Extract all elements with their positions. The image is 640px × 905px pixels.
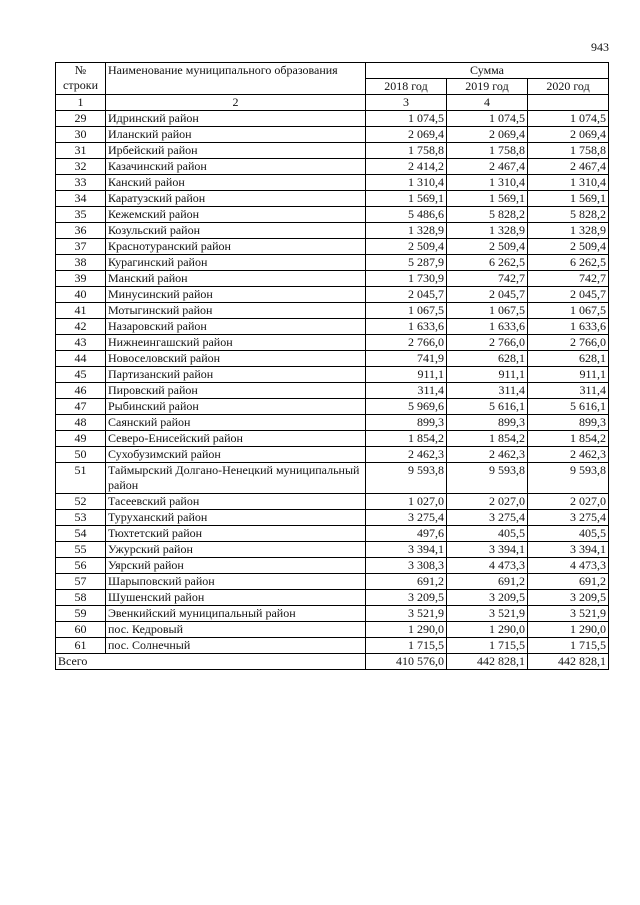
table-row bbox=[56, 558, 609, 574]
total-2019: 442 828,1 bbox=[447, 654, 528, 670]
amount-2020: 1 310,4 bbox=[528, 175, 609, 191]
table-row bbox=[56, 351, 609, 367]
amount-2019: 1 328,9 bbox=[447, 223, 528, 239]
amount-2019: 2 069,4 bbox=[447, 127, 528, 143]
amount-2020: 5 828,2 bbox=[528, 207, 609, 223]
amount-2019: 2 027,0 bbox=[447, 494, 528, 510]
table-footer bbox=[56, 654, 609, 670]
year-header-2019: 2019 год bbox=[447, 79, 528, 95]
amount-2018: 1 758,8 bbox=[366, 143, 447, 159]
municipality-name: пос. Солнечный bbox=[106, 638, 366, 654]
table-row bbox=[56, 175, 609, 191]
amount-2019: 1 633,6 bbox=[447, 319, 528, 335]
total-row bbox=[56, 654, 609, 670]
table-row bbox=[56, 542, 609, 558]
table-row bbox=[56, 447, 609, 463]
row-number: 47 bbox=[56, 399, 106, 415]
table-row bbox=[56, 143, 609, 159]
table-row bbox=[56, 287, 609, 303]
table-row bbox=[56, 590, 609, 606]
amount-2018: 1 328,9 bbox=[366, 223, 447, 239]
year-header-2020: 2020 год bbox=[528, 79, 609, 95]
row-number: 55 bbox=[56, 542, 106, 558]
amount-2018: 311,4 bbox=[366, 383, 447, 399]
column-index: 3 bbox=[366, 95, 447, 111]
amount-2018: 3 521,9 bbox=[366, 606, 447, 622]
amount-2020: 691,2 bbox=[528, 574, 609, 590]
amount-2019: 5 828,2 bbox=[447, 207, 528, 223]
amount-2019: 3 521,9 bbox=[447, 606, 528, 622]
row-number-header bbox=[56, 63, 106, 95]
row-number: 41 bbox=[56, 303, 106, 319]
amount-2019: 1 715,5 bbox=[447, 638, 528, 654]
total-2018: 410 576,0 bbox=[366, 654, 447, 670]
amount-2018: 1 715,5 bbox=[366, 638, 447, 654]
amount-2018: 2 462,3 bbox=[366, 447, 447, 463]
amount-2018: 1 074,5 bbox=[366, 111, 447, 127]
municipality-name: Мотыгинский район bbox=[106, 303, 366, 319]
amount-2018: 3 275,4 bbox=[366, 510, 447, 526]
amount-2019: 899,3 bbox=[447, 415, 528, 431]
amount-2019: 2 509,4 bbox=[447, 239, 528, 255]
municipality-name: Шарыповский район bbox=[106, 574, 366, 590]
budget-table bbox=[55, 62, 609, 670]
amount-2020: 1 854,2 bbox=[528, 431, 609, 447]
amount-2020: 4 473,3 bbox=[528, 558, 609, 574]
total-2020: 442 828,1 bbox=[528, 654, 609, 670]
municipality-name: Уярский район bbox=[106, 558, 366, 574]
amount-2019: 5 616,1 bbox=[447, 399, 528, 415]
municipality-name: Северо-Енисейский район bbox=[106, 431, 366, 447]
municipality-name: Эвенкийский муниципальный район bbox=[106, 606, 366, 622]
row-number: 31 bbox=[56, 143, 106, 159]
name-header: Наименование муниципального образования bbox=[106, 63, 366, 95]
amount-2019: 1 854,2 bbox=[447, 431, 528, 447]
municipality-name: Назаровский район bbox=[106, 319, 366, 335]
table-row bbox=[56, 127, 609, 143]
row-number: 36 bbox=[56, 223, 106, 239]
amount-2020: 3 275,4 bbox=[528, 510, 609, 526]
municipality-name: Минусинский район bbox=[106, 287, 366, 303]
amount-2020: 1 328,9 bbox=[528, 223, 609, 239]
municipality-name: Саянский район bbox=[106, 415, 366, 431]
amount-2019: 2 467,4 bbox=[447, 159, 528, 175]
municipality-name: Иланский район bbox=[106, 127, 366, 143]
municipality-name: Идринский район bbox=[106, 111, 366, 127]
row-number: 50 bbox=[56, 447, 106, 463]
row-number: 42 bbox=[56, 319, 106, 335]
amount-2019: 691,2 bbox=[447, 574, 528, 590]
row-number: 43 bbox=[56, 335, 106, 351]
amount-2018: 497,6 bbox=[366, 526, 447, 542]
row-number: 58 bbox=[56, 590, 106, 606]
table-row bbox=[56, 207, 609, 223]
amount-2018: 9 593,8 bbox=[366, 463, 447, 494]
amount-2020: 1 074,5 bbox=[528, 111, 609, 127]
row-number: 48 bbox=[56, 415, 106, 431]
table-row bbox=[56, 415, 609, 431]
amount-2020: 2 462,3 bbox=[528, 447, 609, 463]
table-row bbox=[56, 239, 609, 255]
amount-2020: 742,7 bbox=[528, 271, 609, 287]
row-number: 57 bbox=[56, 574, 106, 590]
amount-2020: 405,5 bbox=[528, 526, 609, 542]
amount-2020: 311,4 bbox=[528, 383, 609, 399]
municipality-name: Тюхтетский район bbox=[106, 526, 366, 542]
table-row bbox=[56, 319, 609, 335]
row-number: 46 bbox=[56, 383, 106, 399]
amount-2020: 2 509,4 bbox=[528, 239, 609, 255]
amount-2018: 2 509,4 bbox=[366, 239, 447, 255]
municipality-name: Ирбейский район bbox=[106, 143, 366, 159]
amount-2020: 1 290,0 bbox=[528, 622, 609, 638]
row-number: 33 bbox=[56, 175, 106, 191]
row-number: 51 bbox=[56, 463, 106, 494]
row-number: 32 bbox=[56, 159, 106, 175]
row-number: 34 bbox=[56, 191, 106, 207]
row-number: 49 bbox=[56, 431, 106, 447]
amount-2018: 3 209,5 bbox=[366, 590, 447, 606]
amount-2018: 691,2 bbox=[366, 574, 447, 590]
amount-2019: 1 569,1 bbox=[447, 191, 528, 207]
amount-2018: 741,9 bbox=[366, 351, 447, 367]
row-number: 38 bbox=[56, 255, 106, 271]
municipality-name: Курагинский район bbox=[106, 255, 366, 271]
amount-2018: 3 394,1 bbox=[366, 542, 447, 558]
table-row bbox=[56, 463, 609, 494]
municipality-name: Каратузский район bbox=[106, 191, 366, 207]
row-number: 53 bbox=[56, 510, 106, 526]
row-number: 61 bbox=[56, 638, 106, 654]
municipality-name: Туруханский район bbox=[106, 510, 366, 526]
row-number-header-line2: строки bbox=[63, 78, 98, 92]
row-number: 54 bbox=[56, 526, 106, 542]
table-row bbox=[56, 383, 609, 399]
table-row bbox=[56, 271, 609, 287]
amount-2020: 3 209,5 bbox=[528, 590, 609, 606]
row-number: 60 bbox=[56, 622, 106, 638]
column-index: 1 bbox=[56, 95, 106, 111]
amount-2018: 899,3 bbox=[366, 415, 447, 431]
amount-2020: 911,1 bbox=[528, 367, 609, 383]
row-number: 39 bbox=[56, 271, 106, 287]
amount-2019: 911,1 bbox=[447, 367, 528, 383]
row-number: 37 bbox=[56, 239, 106, 255]
table-row bbox=[56, 431, 609, 447]
year-header-2018: 2018 год bbox=[366, 79, 447, 95]
municipality-name: пос. Кедровый bbox=[106, 622, 366, 638]
amount-2018: 3 308,3 bbox=[366, 558, 447, 574]
amount-2018: 5 486,6 bbox=[366, 207, 447, 223]
amount-2019: 3 209,5 bbox=[447, 590, 528, 606]
table-row bbox=[56, 335, 609, 351]
municipality-name: Пировский район bbox=[106, 383, 366, 399]
amount-2018: 1 569,1 bbox=[366, 191, 447, 207]
amount-2018: 1 027,0 bbox=[366, 494, 447, 510]
amount-2019: 2 766,0 bbox=[447, 335, 528, 351]
municipality-name: Казачинский район bbox=[106, 159, 366, 175]
amount-2018: 911,1 bbox=[366, 367, 447, 383]
table-row bbox=[56, 159, 609, 175]
amount-2020: 2 027,0 bbox=[528, 494, 609, 510]
row-number: 52 bbox=[56, 494, 106, 510]
row-number: 30 bbox=[56, 127, 106, 143]
table-row bbox=[56, 606, 609, 622]
row-number-header-line1: № bbox=[74, 63, 87, 77]
amount-2020: 899,3 bbox=[528, 415, 609, 431]
amount-2018: 1 310,4 bbox=[366, 175, 447, 191]
amount-2020: 2 069,4 bbox=[528, 127, 609, 143]
amount-2018: 2 069,4 bbox=[366, 127, 447, 143]
amount-2018: 2 414,2 bbox=[366, 159, 447, 175]
amount-2019: 9 593,8 bbox=[447, 463, 528, 494]
amount-2020: 1 067,5 bbox=[528, 303, 609, 319]
amount-2019: 1 074,5 bbox=[447, 111, 528, 127]
amount-2019: 1 758,8 bbox=[447, 143, 528, 159]
amount-2020: 2 467,4 bbox=[528, 159, 609, 175]
table-row bbox=[56, 526, 609, 542]
amount-2019: 1 290,0 bbox=[447, 622, 528, 638]
amount-2018: 1 854,2 bbox=[366, 431, 447, 447]
row-number: 29 bbox=[56, 111, 106, 127]
amount-2018: 1 290,0 bbox=[366, 622, 447, 638]
municipality-name: Тасеевский район bbox=[106, 494, 366, 510]
row-number: 44 bbox=[56, 351, 106, 367]
table-header bbox=[56, 63, 609, 111]
row-number: 56 bbox=[56, 558, 106, 574]
municipality-name: Рыбинский район bbox=[106, 399, 366, 415]
amount-2020: 6 262,5 bbox=[528, 255, 609, 271]
amount-2020: 1 715,5 bbox=[528, 638, 609, 654]
table-row bbox=[56, 399, 609, 415]
table-row bbox=[56, 255, 609, 271]
amount-2019: 6 262,5 bbox=[447, 255, 528, 271]
amount-2019: 2 462,3 bbox=[447, 447, 528, 463]
amount-2019: 2 045,7 bbox=[447, 287, 528, 303]
column-index: 2 bbox=[106, 95, 366, 111]
table-row bbox=[56, 191, 609, 207]
table-row bbox=[56, 111, 609, 127]
table-row bbox=[56, 367, 609, 383]
amount-2020: 1 569,1 bbox=[528, 191, 609, 207]
municipality-name: Сухобузимский район bbox=[106, 447, 366, 463]
municipality-name: Нижнеингашский район bbox=[106, 335, 366, 351]
row-number: 59 bbox=[56, 606, 106, 622]
municipality-name: Ужурский район bbox=[106, 542, 366, 558]
amount-2020: 3 394,1 bbox=[528, 542, 609, 558]
amount-2018: 1 730,9 bbox=[366, 271, 447, 287]
municipality-name: Партизанский район bbox=[106, 367, 366, 383]
amount-2020: 3 521,9 bbox=[528, 606, 609, 622]
amount-2019: 4 473,3 bbox=[447, 558, 528, 574]
table-body bbox=[56, 111, 609, 654]
table-row bbox=[56, 223, 609, 239]
table-row bbox=[56, 510, 609, 526]
table-row bbox=[56, 638, 609, 654]
amount-2018: 2 045,7 bbox=[366, 287, 447, 303]
table-row bbox=[56, 303, 609, 319]
amount-2020: 5 616,1 bbox=[528, 399, 609, 415]
municipality-name: Шушенский район bbox=[106, 590, 366, 606]
table-row bbox=[56, 574, 609, 590]
amount-2019: 1 310,4 bbox=[447, 175, 528, 191]
municipality-name: Манский район bbox=[106, 271, 366, 287]
table-row bbox=[56, 494, 609, 510]
row-number: 45 bbox=[56, 367, 106, 383]
amount-2020: 2 766,0 bbox=[528, 335, 609, 351]
column-index: 4 bbox=[447, 95, 528, 111]
total-label: Всего bbox=[56, 654, 366, 670]
column-index bbox=[528, 95, 609, 111]
municipality-name: Канский район bbox=[106, 175, 366, 191]
amount-2020: 2 045,7 bbox=[528, 287, 609, 303]
amount-2018: 5 969,6 bbox=[366, 399, 447, 415]
amount-2019: 3 394,1 bbox=[447, 542, 528, 558]
amount-2020: 1 758,8 bbox=[528, 143, 609, 159]
amount-2018: 5 287,9 bbox=[366, 255, 447, 271]
amount-2020: 1 633,6 bbox=[528, 319, 609, 335]
sum-header: Сумма bbox=[366, 63, 609, 79]
row-number: 35 bbox=[56, 207, 106, 223]
municipality-name: Таймырский Долгано-Ненецкий муниципальный район bbox=[106, 463, 366, 494]
amount-2018: 1 633,6 bbox=[366, 319, 447, 335]
municipality-name: Кежемский район bbox=[106, 207, 366, 223]
amount-2020: 9 593,8 bbox=[528, 463, 609, 494]
row-number: 40 bbox=[56, 287, 106, 303]
municipality-name: Новоселовский район bbox=[106, 351, 366, 367]
amount-2018: 1 067,5 bbox=[366, 303, 447, 319]
amount-2020: 628,1 bbox=[528, 351, 609, 367]
amount-2019: 311,4 bbox=[447, 383, 528, 399]
page-number: 943 bbox=[591, 40, 609, 54]
municipality-name: Краснотуранский район bbox=[106, 239, 366, 255]
amount-2019: 405,5 bbox=[447, 526, 528, 542]
municipality-name: Козульский район bbox=[106, 223, 366, 239]
table-row bbox=[56, 622, 609, 638]
amount-2019: 1 067,5 bbox=[447, 303, 528, 319]
amount-2018: 2 766,0 bbox=[366, 335, 447, 351]
amount-2019: 742,7 bbox=[447, 271, 528, 287]
amount-2019: 628,1 bbox=[447, 351, 528, 367]
amount-2019: 3 275,4 bbox=[447, 510, 528, 526]
